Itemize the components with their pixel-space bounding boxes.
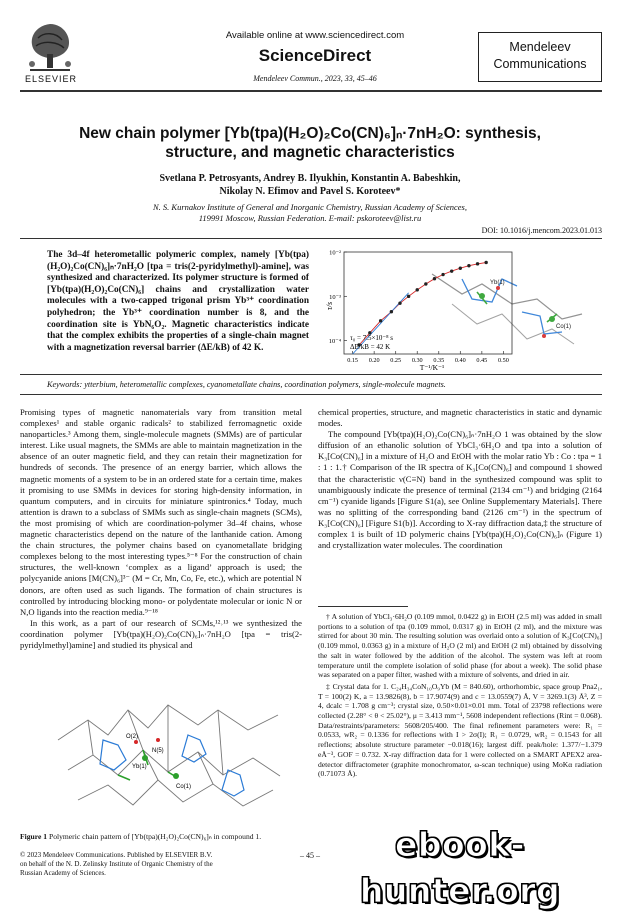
figure-1-structure — [48, 680, 288, 830]
data-point — [407, 295, 410, 298]
title-line1: New chain polymer [Yb(tpa)(H₂O)₂Co(CN)₆]ₙ·7nH₂O: synthesis, — [79, 125, 541, 142]
footnotes — [318, 612, 602, 781]
figure-label: Co(1) — [176, 784, 192, 790]
title-line2: structure, and magnetic characteristics — [165, 144, 455, 161]
footnote-synthesis: † A solution of YbCl₃·6H₂O (0.109 mmol, 0.0422 g) in EtOH (2.5 ml) was added in small portions to a solution of tpa (0.109 mmol, 0.0317 g) in EtOH (2 ml), and the mixture was stirred for about 30 min. The resulting solution was overlaid onto a solution of K₃[Co(CN)₆] (0.109 mmol, 0.0363 g) in a mixture of H₂O (2 ml) and EtOH (2 ml) obtained by dissolving the salt in water followed by the addition of the alcohol. The system was left at room temperature until the complete isolation of solid phase (for about a week). The solid phase was separated on a paper filter, washed with a mixture of solvents, and dried in air. — [318, 612, 602, 680]
keywords-rule — [20, 394, 602, 395]
available-online-link[interactable]: Available online at www.sciencedirect.com — [225, 30, 405, 41]
affil-line1: N. S. Kurnakov Institute of General and Inorganic Chemistry, Russian Academy of Sciences, — [153, 202, 467, 212]
body-paragraph: chemical properties, structure, and magnetic characteristics in static and dynamic modes. — [318, 407, 602, 429]
data-point — [390, 310, 393, 313]
body-paragraph: The compound [Yb(tpa)(H₂O)₂Co(CN)₆]ₙ·7nH₂O 1 was obtained by the slow diffusion of an ethanolic solution of YbCl₃·6H₂O and tpa into a solution of K₃[Co(CN)₆] in a mixture of H₂O and EtOH with the molar ratio Yb : Co : tpa = 1 : 1 : 1.† Comparison of the IR spectra of K₃[Co(CN)₆] and compound 1 showed that the characteristic ν(C≡N) band in the synthesized compound was split to unambiguously indicate the presence of terminal (2134 cm⁻¹) and bridging (2164 cm⁻¹) cyanide ligands [Figure S1(a), see Online Supplementary Materials]. There was no splitting of the corresponding band (2126 cm⁻¹) in the spectrum of K₃[Co(CN)₆] [Figure S1(b)]. According to X-ray diffraction data,‡ the structure of complex 1 is built of 1D polymeric chains [Yb(tpa)(H₂O)₂Co(CN)₆]ₙ (Figure 1) and crystallization water molecules. The coordination — [318, 429, 602, 551]
x-tick-label: 0.45 — [476, 357, 488, 364]
y-tick-label: 10⁻² — [329, 249, 341, 257]
y-tick-label: 10⁻⁴ — [328, 338, 341, 346]
keywords — [47, 380, 602, 389]
data-point — [484, 261, 487, 264]
keywords-label: Keywords — [47, 380, 80, 389]
abstract-top-rule — [20, 238, 602, 239]
data-point — [379, 319, 382, 322]
body-paragraph: In this work, as a part of our research of SCMs,¹²˒¹³ we synthesized the coordination polymer [Yb(tpa)(H₂O)₂Co(CN)₆]ₙ·7nH₂O [tpa = tris(2-pyridylmethyl)amine] and studied its physical and — [20, 617, 302, 650]
footnote-crystal-data: ‡ Crystal data for 1. C₂₄H₃₄CoN₁₀O₉Yb (M = 840.60), orthorhombic, space group Pna2₁, T = 100(2) K, a = 13.9826(8), b = 17.9074(9) and c = 13.0559(7) Å, V = 3269.1(3) Å³, Z = 4, dcalc = 1.708 g cm⁻³; crystal size, 0.50×0.01×0.01 mm. Total of 23798 reflections were collected (2.28° < θ < 25.02°), μ = 3.413 mm⁻¹, 5608 independent reflections (Rint = 0.068). Data/restraints/parameters: 5608/205/400. The final refinement parameters were: R₁ = 0.0533, wR₂ = 0.1336 for reflections with I > 2σ(I); R₁ = 0.0729, wR₂ = 0.1543 for all reflections; absolute structure parameter −0.018(16); largest diff. peak/hole: 1.377/−1.379 eÅ⁻³, GOF = 0.732. X-ray diffraction data for 1 were collected on a SMART APEX2 area-detector diffractometer (graphite monochromator, ω-scan technique) using MoKα radiation (0.71073 Å). — [318, 681, 602, 779]
graphic-label-yb: Yb(1) — [490, 280, 505, 286]
figure-caption-label: Figure 1 — [20, 832, 48, 841]
watermark — [300, 822, 620, 910]
affiliation — [60, 202, 560, 224]
data-point — [467, 264, 470, 267]
graphic-annotation-tau0: τ₀ = 7.5×10⁻⁸ s — [350, 334, 394, 342]
footnote-rule — [318, 606, 408, 607]
authors-line2: Nikolay N. Efimov and Pavel S. Koroteev* — [219, 186, 401, 197]
abstract-bottom-rule — [20, 374, 602, 375]
data-point — [398, 301, 401, 304]
x-tick-label: 0.40 — [454, 357, 466, 364]
figure-label: Yb(1) — [132, 764, 147, 770]
authors-line1: Svetlana P. Petrosyants, Andrey B. Ilyukhin, Konstantin A. Babeshkin, — [159, 173, 461, 184]
page-number: – 45 – — [300, 851, 320, 860]
data-point — [433, 277, 436, 280]
header-rule — [20, 90, 602, 92]
data-point — [424, 282, 427, 285]
elsevier-tree-logo — [20, 18, 80, 74]
figure-caption — [20, 832, 302, 841]
body-column-right — [318, 407, 602, 551]
figure-caption-text: Polymeric chain pattern of [Yb(tpa)(H₂O)₂Co(CN)₆]ₙ in compound 1. — [47, 832, 262, 841]
copyright-line2: on behalf of the N. D. Zelinsky Institute of Organic Chemistry of the — [20, 860, 213, 868]
copyright-line1: © 2023 Mendeleev Communications. Published by ELSEVIER B.V. — [20, 851, 213, 859]
graphical-abstract — [312, 244, 602, 372]
keywords-list: : ytterbium, heterometallic complexes, cyanometallate chains, coordination polymers, single-molecule magnets. — [79, 380, 446, 389]
data-point — [441, 273, 444, 276]
body-column-left — [20, 407, 302, 651]
graphic-annotation-barrier: ΔE/kB = 42 K — [350, 343, 391, 351]
copyright-notice — [20, 851, 290, 878]
abstract-text: The 3d–4f heterometallic polymeric complex, namely [Yb(tpa)(H₂O)₂Co(CN)₆]ₙ·7nH₂O [tpa = tris(2-pyridylmethyl)-amine], was synthesized and characterized. Its polymer structure is formed of [Yb(tpa)(H₂O)₂Co(CN)₆] chains and crystallization water molecules with a two-capped trigonal prism Yb³⁺ coordination polyhedron; the Yb³⁺ coordination number is 8, and the coordination site is YbN₆O₂. Magnetic characteristics indicate that the complex exhibits the properties of a single-chain magnet with a magnetization reversal barrier (ΔE/kB) of 42 K. — [47, 250, 309, 353]
figure-label: O(2) — [126, 734, 138, 740]
data-point — [450, 269, 453, 272]
journal-citation: Mendeleev Commun., 2023, 33, 45–46 — [253, 74, 377, 83]
author-list — [60, 172, 560, 198]
journal-name-line2: Communications — [493, 57, 587, 71]
figure-label: N(5) — [152, 748, 164, 754]
graphic-xlabel: T⁻¹/K⁻¹ — [419, 363, 445, 372]
graphic-ylabel: τ/s — [325, 301, 334, 311]
x-tick-label: 0.25 — [390, 357, 402, 364]
y-tick-label: 10⁻³ — [329, 293, 341, 301]
body-paragraph: Promising types of magnetic nanomaterials vary from transition metal complexes¹ and stable organic radicals² to stabilized ferromagnetic oxide nanoparticles.³ Among them, single-molecule magnets (SMMs) are of particular interest. Like usual magnets, the SMMs are able to maintain magnetization in the absence of an outer magnetic field, and they can retain their magnetization for hundreds of seconds. The presence of an energy barrier, which allows the magnetic moments of a system to be in an ordered state for a certain time, makes it promising to use SMMs in devices for storing high-density information, in quantum computers, and in circuits for miniature spintronics.⁴ Today, much attention is drawn to a subclass of SMMs such as single-chain magnets (SCMs), the most promising of which are coordination-polymer 3d–4f chains, whose magnetic characteristics depend on the nature of the lanthanide cation. Among the chain structures, the polymer chains based on cyanometallate bridging complexes belong to the most interesting types.⁵⁻⁸ For the construction of chain structures, the well-known ‘complex as a ligand’ approach is used; the polycyanide anions [M(CN)₆]³⁻ (M = Cr, Mn, Co, Fe, etc.), which are potential N donors, are often used as such ligands. The formation of chain structures is controlled by introducing blocking mono- or polydentate molecular or ionic N or N,O ligands into the reaction media.⁹⁻¹⁸ — [20, 407, 302, 617]
data-point — [416, 288, 419, 291]
x-tick-label: 0.20 — [368, 357, 380, 364]
data-point — [459, 267, 462, 270]
doi-link[interactable]: DOI: 10.1016/j.mencom.2023.01.013 — [481, 226, 602, 235]
publisher-name: ELSEVIER — [24, 74, 78, 84]
journal-name-box — [478, 32, 602, 82]
affil-line2: 119991 Moscow, Russian Federation. E-mail: pskoroteev@list.ru — [198, 213, 422, 223]
x-tick-label: 0.35 — [433, 357, 445, 364]
watermark-text: ebook-hunter.org — [359, 825, 561, 910]
x-tick-label: 0.50 — [497, 357, 509, 364]
x-tick-label: 0.30 — [411, 357, 423, 364]
sciencedirect-logo[interactable]: ScienceDirect — [258, 46, 372, 65]
data-point — [476, 262, 479, 265]
graphic-label-co: Co(1) — [556, 324, 572, 330]
journal-name-line1: Mendeleev — [509, 40, 571, 54]
x-tick-label: 0.15 — [347, 357, 359, 364]
article-title — [40, 124, 580, 162]
copyright-line3: Russian Academy of Sciences. — [20, 869, 106, 877]
